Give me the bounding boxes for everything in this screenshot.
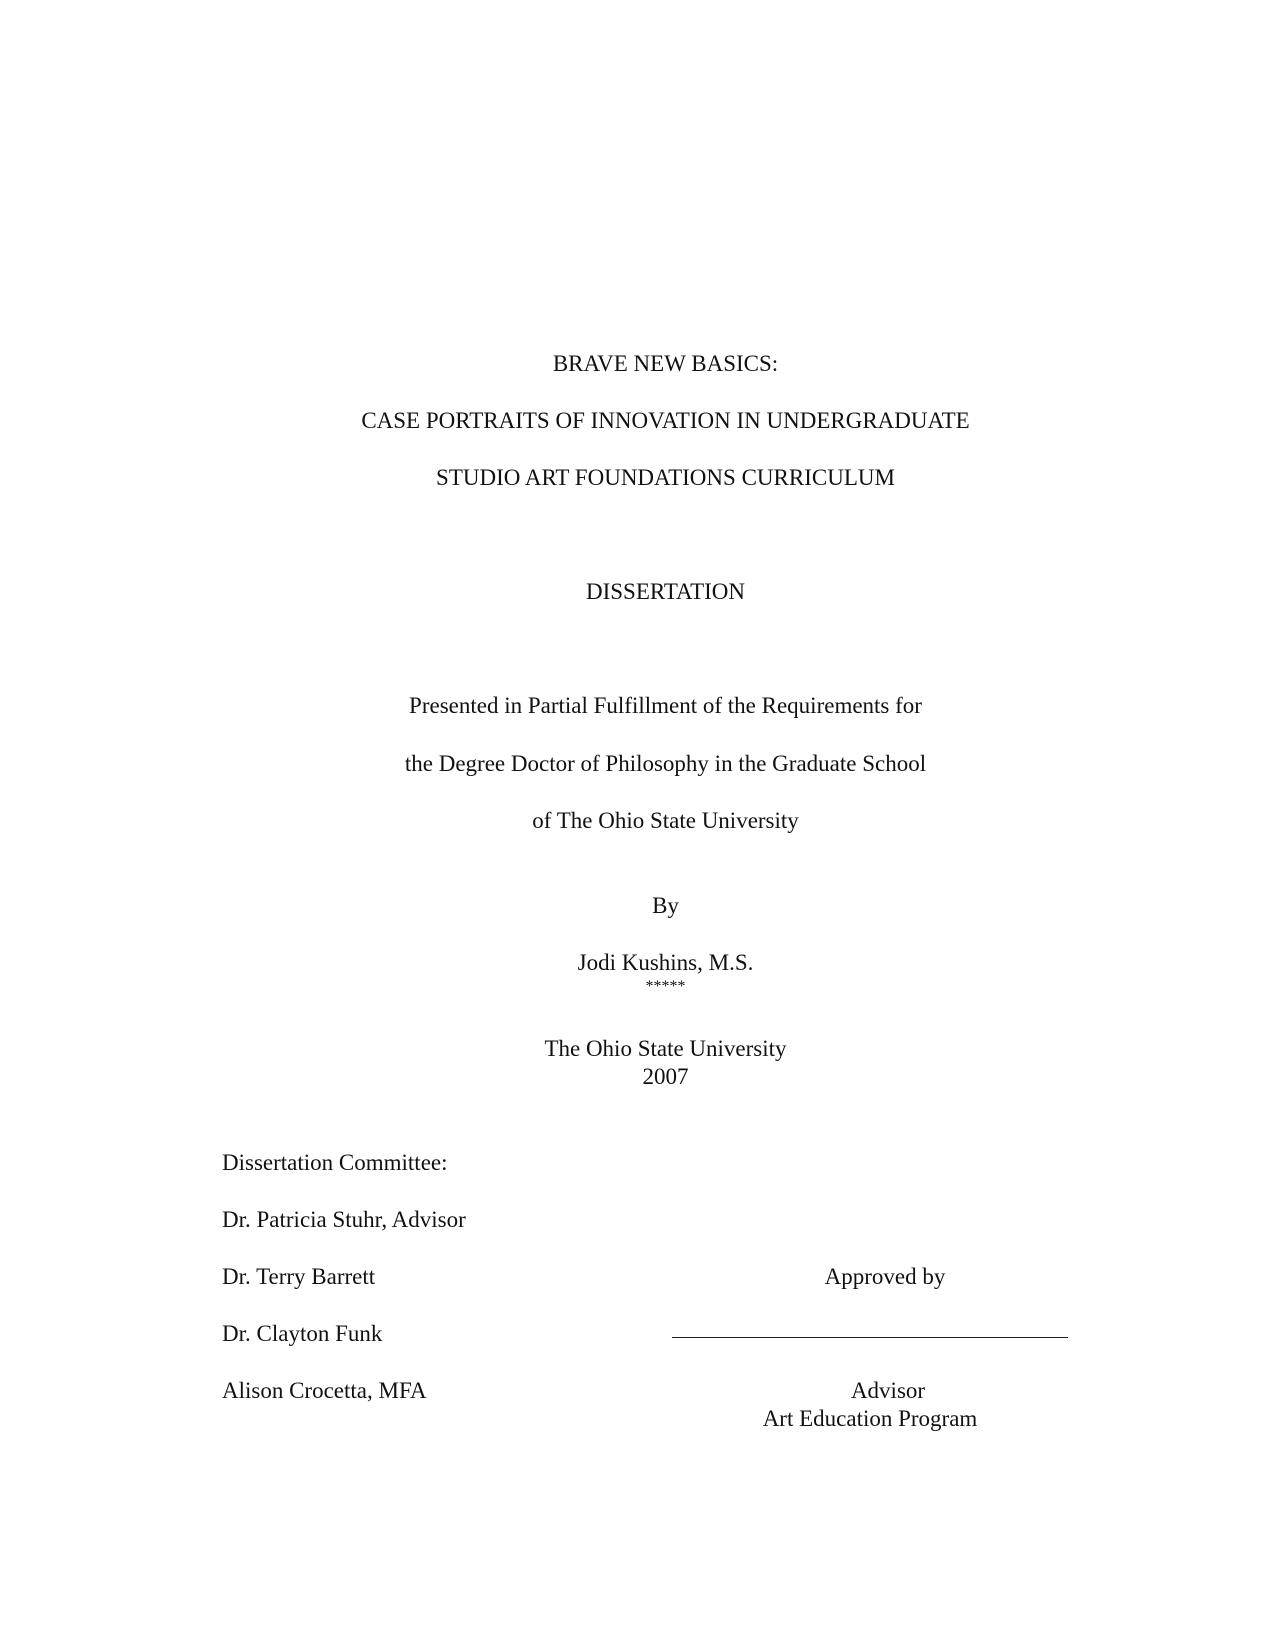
institution-name: The Ohio State University (544, 1036, 787, 1061)
author-name: Jodi Kushins, M.S. (577, 950, 754, 975)
committee-heading: Dissertation Committee: (222, 1150, 448, 1175)
advisor-label: Advisor (850, 1378, 926, 1403)
by-label: By (652, 893, 679, 918)
committee-member: Dr. Patricia Stuhr, Advisor (222, 1207, 466, 1232)
title-line-1: BRAVE NEW BASICS: (552, 351, 779, 376)
presented-line-2: the Degree Doctor of Philosophy in the Graduate School (404, 751, 927, 776)
signature-line (672, 1337, 1068, 1338)
committee-member: Alison Crocetta, MFA (222, 1378, 427, 1403)
document-type: DISSERTATION (585, 579, 746, 604)
presented-line-1: Presented in Partial Fulfillment of the Requirements for (409, 693, 922, 718)
title-line-2: CASE PORTRAITS OF INNOVATION IN UNDERGRADUATE (361, 408, 970, 433)
institution-year: 2007 (642, 1064, 689, 1089)
committee-member: Dr. Clayton Funk (222, 1321, 383, 1346)
presented-line-3: of The Ohio State University (532, 808, 799, 833)
title-line-3: STUDIO ART FOUNDATIONS CURRICULUM (436, 465, 895, 490)
program-label: Art Education Program (762, 1406, 978, 1431)
committee-member: Dr. Terry Barrett (222, 1264, 376, 1289)
separator-stars: ***** (645, 978, 686, 995)
approved-by-label: Approved by (824, 1264, 946, 1289)
